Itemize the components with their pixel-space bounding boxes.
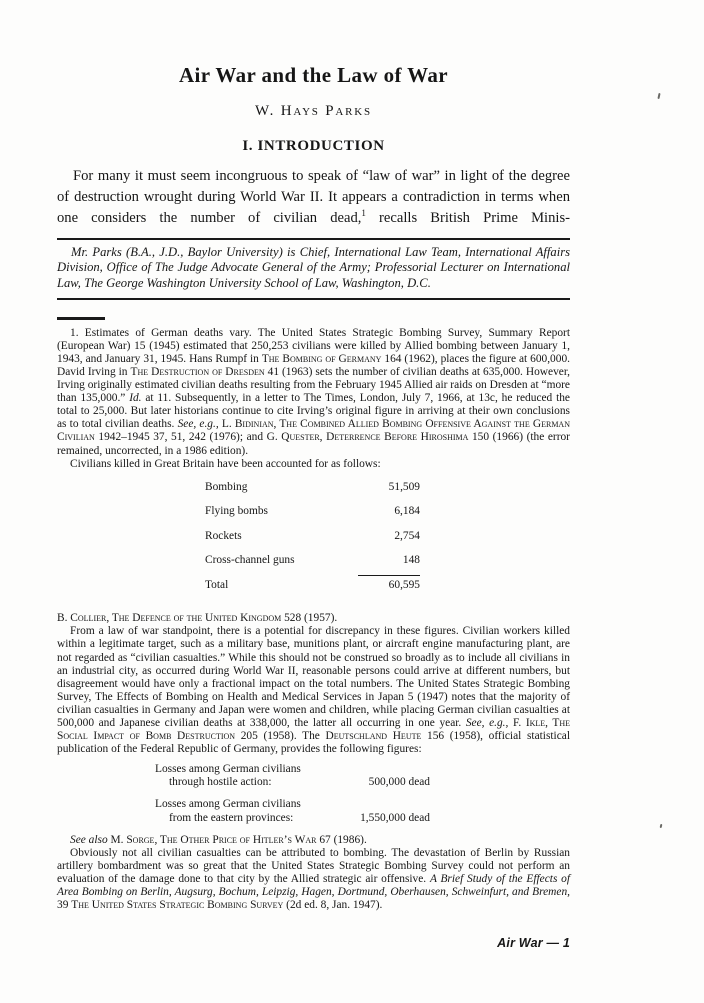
author-bio-box	[57, 238, 570, 300]
table-row-value: 51,509	[388, 480, 420, 493]
table-row-value: 6,184	[394, 505, 420, 518]
author-bio-text: Mr. Parks (B.A., J.D., Baylor University) is Chief, International Law Team, International Affairs Division, Office of The Judge Advocate General of the Army; Professorial Lecturer on International Law, The George Washington University School of Law, Washington, D.C.	[57, 245, 570, 290]
footnote-paragraph: B. Collier, The Defence of the United Kingdom 528 (1957).	[57, 612, 338, 625]
figure-label-line1: Losses among German civilians	[155, 763, 301, 776]
figure-row	[155, 763, 570, 789]
figure-row	[155, 798, 570, 824]
table-row	[205, 481, 420, 506]
page-title: Air War and the Law of War	[178, 63, 449, 87]
casualty-table	[205, 481, 420, 604]
section-heading: I. INTRODUCTION	[242, 138, 385, 154]
footnote-paragraph: Obviously not all civilian casualties can be attributed to bombing. The devastation of Berlin by Russian artillery bombardment was so great that the United States Strategic Bombing Survey could not perform an evaluation of the damage done to that city by the Allied strategic air offensive. A Brief Study of the Effects of Area Bombing on Berlin, Augsurg, Bochum, Leipzig, Hagen, Dortmund, Oberhausen, Schweinfurt, and Bremen, 39 The United States Strategic Bombing Survey (2d ed. 8, Jan. 1947).	[57, 846, 571, 912]
table-row-value: 2,754	[394, 529, 420, 542]
table-row-value: 148	[402, 554, 420, 567]
scan-artifact-mark	[657, 93, 660, 99]
table-row-label: Rockets	[205, 529, 242, 542]
footnote-paragraph: Civilians killed in Great Britain have been accounted for as follows:	[70, 457, 381, 470]
table-row-label: Flying bombs	[205, 505, 268, 518]
scan-artifact-mark	[660, 824, 663, 828]
author-name: W. Hays Parks	[255, 103, 372, 119]
footnote-paragraph: See also M. Sorge, The Other Price of Hitler’s War 67 (1986).	[70, 833, 367, 846]
table-row	[205, 530, 420, 555]
table-total-row	[205, 579, 420, 604]
intro-paragraph: For many it must seem incongruous to speak of “law of war” in light of the degree of destruction wrought during World War II. It appears a contradiction in terms when one considers the number of civilian dead,$^1$ recalls British Prime Minis-	[57, 168, 570, 226]
figure-label	[155, 798, 323, 824]
figure-label	[155, 763, 323, 789]
german-losses-figures	[155, 763, 570, 824]
figure-value: 500,000 dead	[368, 776, 430, 789]
text-column	[57, 0, 570, 912]
footnote-separator-rule	[57, 317, 105, 320]
figure-value: 1,550,000 dead	[360, 811, 430, 824]
footer-page-label: Air War — 1	[497, 936, 570, 950]
figure-label-line2: through hostile action:	[169, 776, 272, 789]
footnote-paragraph: 1. Estimates of German deaths vary. The United States Strategic Bombing Survey, Summary Report (European War) 15 (1945) estimated that 250,253 civilians were killed by Allied bombing between January 1, 1943, and January 31, 1945. Hans Rumpf in The Bombing of Germany 164 (1962), places the figure at 600,000. David Irving in The Destruction of Dresden 41 (1963) sets the number of civilian deaths at 635,000. However, Irving originally estimated civilian deaths resulting from the February 1945 Allied air raids on Dresden at “more than 135,000.” Id. at 11. Subsequently, in a letter to The Times, London, July 7, 1966, at 13c, he reduced the total to 25,000. But later historians continue to cite Irving’s original figure in arriving at their own conclusions as to total civilian deaths. See, e.g., L. Bidinian, The Combined Allied Bombing Offensive Against the German Civilian 1942–1945 37, 51, 242 (1976); and G. Quester, Deterrence Before Hiroshima 150 (1966) (the error remained, uncorrected, in a 1986 edition).	[57, 326, 571, 457]
footnote-1	[57, 327, 570, 913]
table-total-value: 60,595	[358, 575, 420, 592]
figure-label-line1: Losses among German civilians	[155, 798, 301, 811]
footnote-paragraph: From a law of war standpoint, there is a potential for discrepancy in these figures. Civilian workers killed within a legitimate target, such as a military base, munitions plant, or aircraft engine manufacturing plant, are not regarded as “civilian casualties.” While this should not be construed so broadly as to include all civilians in an industrial city, as occurred during World War II, reasonable persons could arrive at different numbers, but disagreement would have only a fractional impact on the total numbers. The United States Strategic Bombing Survey, The Effects of Bombing on Health and Medical Services in Japan 5 (1947) notes that the majority of civilian casualties in Germany and Japan were women and children, while placing German civilian casualties at 500,000 and Japanese civilian deaths at 338,000, the latter all occurring in one year. See, e.g., F. Ikle, The Social Impact of Bomb Destruction 205 (1958). The Deutschland Heute 156 (1958), official statistical publication of the Federal Republic of Germany, provides the following figures:	[57, 625, 570, 756]
figure-label-line2: from the eastern provinces:	[169, 811, 294, 824]
table-row-label: Cross-channel guns	[205, 554, 295, 567]
table-total-label: Total	[205, 578, 229, 591]
table-row-label: Bombing	[205, 480, 248, 493]
table-row	[205, 505, 420, 530]
